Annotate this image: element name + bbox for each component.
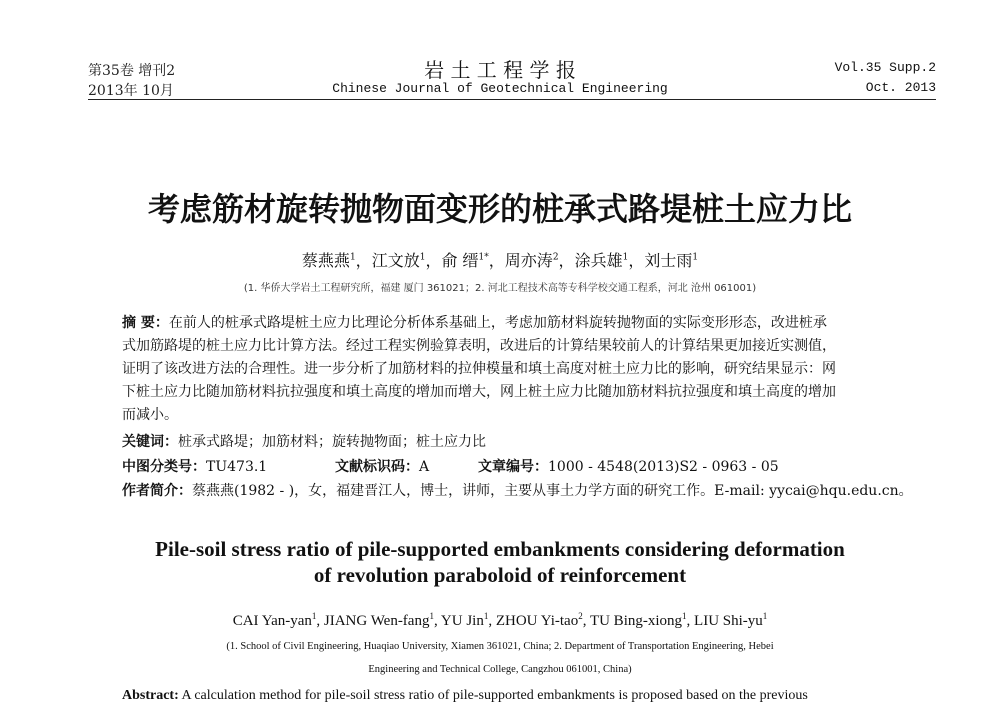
- journal-title-en: Chinese Journal of Geotechnical Engineering: [332, 81, 668, 96]
- author-name: [694, 613, 767, 629]
- author-list-cn: 蔡燕燕$^1$，江文放$^1$，俞 缙$^{1*}$，周亦涛$^2$，涂兵雄$^1$，刘士雨$^1$: [301, 251, 699, 270]
- abstract-label-en: Abstract:: [122, 688, 179, 703]
- abstract-label-cn: 摘 要：: [122, 315, 169, 331]
- keywords-label-cn: 关键词：: [122, 434, 178, 450]
- author-affiliation-mark: 1: [622, 252, 629, 263]
- header-volume-en: Vol.35 Supp.2: [834, 60, 936, 75]
- author-name: [233, 613, 317, 629]
- author-intro-text: 蔡燕燕(1982 - )，女，福建晋江人，博士，讲师，主要从事土力学方面的研究工作。E-mail: yycai@hqu.edu.cn。: [192, 483, 913, 499]
- header-rule: [88, 99, 936, 100]
- author-name: [590, 613, 687, 629]
- clc-label: 中图分类号：: [122, 459, 206, 475]
- affiliation-en-line1: (1. School of Civil Engineering, Huaqiao University, Xiamen 361021, China; 2. Department of Transportation Engineering, Hebei: [226, 641, 774, 652]
- author-affiliation-mark: 1: [429, 611, 434, 621]
- author-intro-label: 作者简介：: [122, 483, 192, 499]
- author-name: [372, 251, 426, 270]
- journal-title-cn: 岩 土 工 程 学 报: [424, 58, 576, 82]
- doc-code-label: 文献标识码：: [335, 459, 419, 475]
- author-name-text: 周亦涛: [504, 251, 553, 270]
- author-list-en: CAI Yan-yan$^1$, JIANG Wen-fang$^1$, YU Jin$^1$, ZHOU Yi-tao$^2$, TU Bing-xiong$^1$, LIU Shi-$yu^1$: [232, 611, 768, 629]
- author-name-text: 涂兵雄: [574, 251, 623, 270]
- abstract-line: 而减小。: [122, 407, 178, 423]
- abstract-line: 在前人的桩承式路堤桩土应力比理论分析体系基础上，考虑加筋材料旋转抛物面的实际变形形态，改进桩承: [168, 315, 827, 331]
- clc-value: TU473.1: [206, 459, 268, 475]
- author-name-text: LIU Shi-yu: [694, 613, 763, 629]
- author-affiliation-mark: 1: [682, 611, 687, 621]
- author-name: [441, 251, 488, 270]
- author-name: [644, 251, 698, 270]
- author-name-text: CAI Yan-yan: [232, 613, 312, 629]
- author-affiliation-mark: 2: [578, 611, 583, 621]
- author-affiliation-mark: 1: [692, 252, 699, 263]
- author-name-text: 江文放: [371, 251, 420, 270]
- abstract-en-line1: A calculation method for pile-soil stress ratio of pile-supported embankments is proposed based on the previous: [181, 688, 808, 703]
- header-date-en: Oct. 2013: [865, 80, 936, 95]
- author-name-text: 蔡燕燕: [301, 251, 350, 270]
- paper-title-cn: 考虑筋材旋转抛物面变形的桩承式路堤桩土应力比: [147, 190, 852, 228]
- abstract-en: [122, 688, 808, 704]
- classification-line: [122, 456, 267, 479]
- author-affiliation-mark: 1: [762, 611, 768, 621]
- article-no-label: 文章编号：: [478, 459, 548, 475]
- doc-code-value: A: [419, 459, 430, 475]
- author-name: [505, 251, 559, 270]
- abstract-line: 下桩土应力比随加筋材料抗拉强度和填土高度的增加而增大，网上桩土应力比随加筋材料抗拉强度和填土高度的增加: [122, 384, 836, 400]
- author-name: [302, 251, 356, 270]
- author-affiliation-mark: 1: [311, 611, 317, 621]
- abstract-line: 式加筋路堤的桩土应力比计算方法。经过工程实例验算表明，改进后的计算结果较前人的计算结果更加接近实测值，: [122, 338, 836, 354]
- author-name-text: TU Bing-xiong: [589, 613, 683, 629]
- article-no-value: 1000 - 4548(2013)S2 - 0963 - 05: [548, 459, 779, 475]
- author-affiliation-mark: 2: [552, 252, 559, 263]
- keywords-cn: [122, 431, 486, 454]
- keywords-value-cn: 桩承式路堤；加筋材料；旋转抛物面；桩土应力比: [178, 434, 486, 450]
- header-date-cn: 2013年 10月: [88, 83, 174, 99]
- author-name: [324, 613, 434, 629]
- abstract-cn: [122, 312, 912, 427]
- author-affiliation-mark: 1: [349, 252, 356, 263]
- paper-title-en-line2: of revolution paraboloid of reinforcement: [313, 563, 687, 587]
- author-affiliation-mark: 1: [483, 611, 489, 621]
- author-affiliation-mark: 1: [419, 252, 426, 263]
- author-name: [441, 613, 488, 629]
- author-name-text: JIANG Wen-fang: [323, 613, 430, 629]
- doc-code: [335, 456, 429, 479]
- header-volume-cn: 第35卷 增刊2: [88, 63, 176, 79]
- author-affiliation-mark: 1*: [478, 252, 489, 263]
- author-name-text: ZHOU Yi-tao: [495, 613, 579, 629]
- author-name-text: 刘士雨: [644, 251, 693, 270]
- author-name: [496, 613, 583, 629]
- affiliation-cn: (1. 华侨大学岩土工程研究所，福建 厦门 361021；2. 河北工程技术高等专科学校交通工程系，河北 沧州 061001): [243, 283, 757, 294]
- paper-title-en-line1: Pile-soil stress ratio of pile-supported embankments considering deformation: [155, 537, 845, 561]
- author-name-text: 俞 缙: [441, 251, 479, 270]
- author-name-text: YU Jin: [440, 613, 484, 629]
- abstract-line: 证明了该改进方法的合理性。进一步分析了加筋材料的拉伸模量和填土高度对桩土应力比的影响，研究结果显示：网: [122, 361, 836, 377]
- affiliation-en-line2: Engineering and Technical College, Cangzhou 061001, China): [368, 664, 632, 675]
- article-number: [478, 456, 779, 479]
- author-name: [575, 251, 629, 270]
- author-intro: [122, 480, 913, 503]
